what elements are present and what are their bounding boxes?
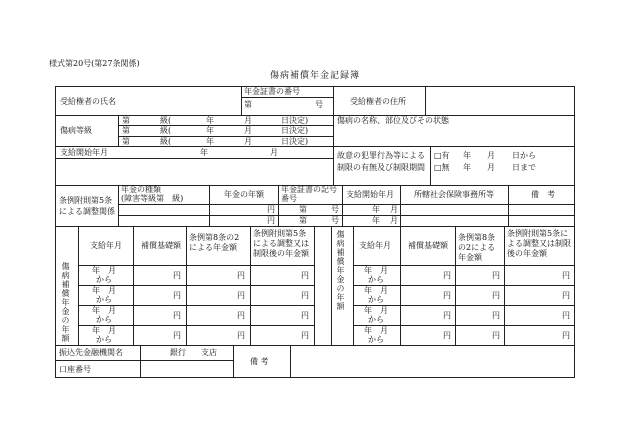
account-number-label: 口座番号 bbox=[59, 365, 91, 374]
left-col-base: 補償基礎額 bbox=[141, 241, 181, 250]
bank-suffix: 銀行 bbox=[170, 348, 186, 357]
left-col-month: 支給年月 bbox=[90, 241, 122, 250]
right-table-side-label: 傷病補償年金の年額 bbox=[336, 230, 345, 311]
right-col-art8: 条例第8条の2による年金額 bbox=[458, 233, 496, 262]
recipient-name-label: 受給権者の氏名 bbox=[60, 97, 116, 106]
right-col-art5: 条例附則第5条による調整又は制限後の年金額 bbox=[507, 229, 571, 258]
adjust-label-2: による調整関係 bbox=[59, 207, 115, 216]
account-number-field[interactable] bbox=[142, 362, 231, 377]
start-tsuki: 月 bbox=[270, 148, 278, 157]
left-col-art5: 条例附則第5条による調整又は制限後の年金額 bbox=[253, 229, 309, 258]
pension-type-label-1: 年金の種類 bbox=[121, 185, 161, 194]
cert-number-label: 年金証書の番号 bbox=[244, 87, 300, 96]
restriction-label-1: 故意の犯罪行為等による bbox=[337, 151, 425, 160]
cert-symbol-label-2: 番号 bbox=[281, 194, 297, 203]
annual-amount-label: 年金の年額 bbox=[224, 190, 264, 199]
address-field[interactable] bbox=[427, 88, 573, 113]
right-col-base: 補償基礎額 bbox=[408, 241, 448, 250]
pension-type-label-2: (障害等級第 級) bbox=[121, 194, 184, 203]
start-nen: 年 bbox=[200, 148, 208, 157]
left-col-art8: 条例第8条の2による年金額 bbox=[189, 233, 240, 252]
grade-label: 傷病等級 bbox=[60, 126, 92, 135]
adjust-start-label: 支給開始年月 bbox=[346, 190, 394, 199]
start-label: 支給開始年月 bbox=[60, 148, 108, 157]
right-col-month: 支給年月 bbox=[359, 241, 391, 250]
restriction-no-checkbox[interactable]: □無 bbox=[434, 163, 450, 172]
bank-remarks-label: 備 考 bbox=[250, 357, 269, 366]
address-label: 受給権者の住所 bbox=[350, 97, 406, 106]
adjust-label-1: 条例附則第5条 bbox=[59, 196, 113, 205]
restriction-yes-checkbox[interactable]: □有 bbox=[434, 151, 450, 160]
branch-suffix: 支店 bbox=[201, 348, 217, 357]
cert-dai: 第 bbox=[244, 100, 252, 109]
adjust-remarks-label: 備 考 bbox=[531, 190, 555, 199]
bank-name-label: 振込先金融機関名 bbox=[59, 348, 123, 357]
page-title: 傷病補償年金記録簿 bbox=[270, 71, 361, 81]
bank-remarks-field[interactable] bbox=[292, 347, 573, 377]
form-number: 様式第20号(第27条関係) bbox=[49, 59, 140, 68]
office-label: 所轄社会保険事務所等 bbox=[414, 190, 494, 199]
cert-symbol-label-1: 年金証書の記号 bbox=[281, 185, 337, 194]
cert-go: 号 bbox=[315, 100, 323, 109]
left-table-side-label: 傷病補償年金の年額 bbox=[61, 262, 70, 343]
condition-label: 傷病の名称、部位及びその状態 bbox=[337, 116, 449, 125]
recipient-name-field[interactable] bbox=[122, 88, 239, 113]
restriction-label-2: 制限の有無及び制限期間 bbox=[337, 163, 425, 172]
